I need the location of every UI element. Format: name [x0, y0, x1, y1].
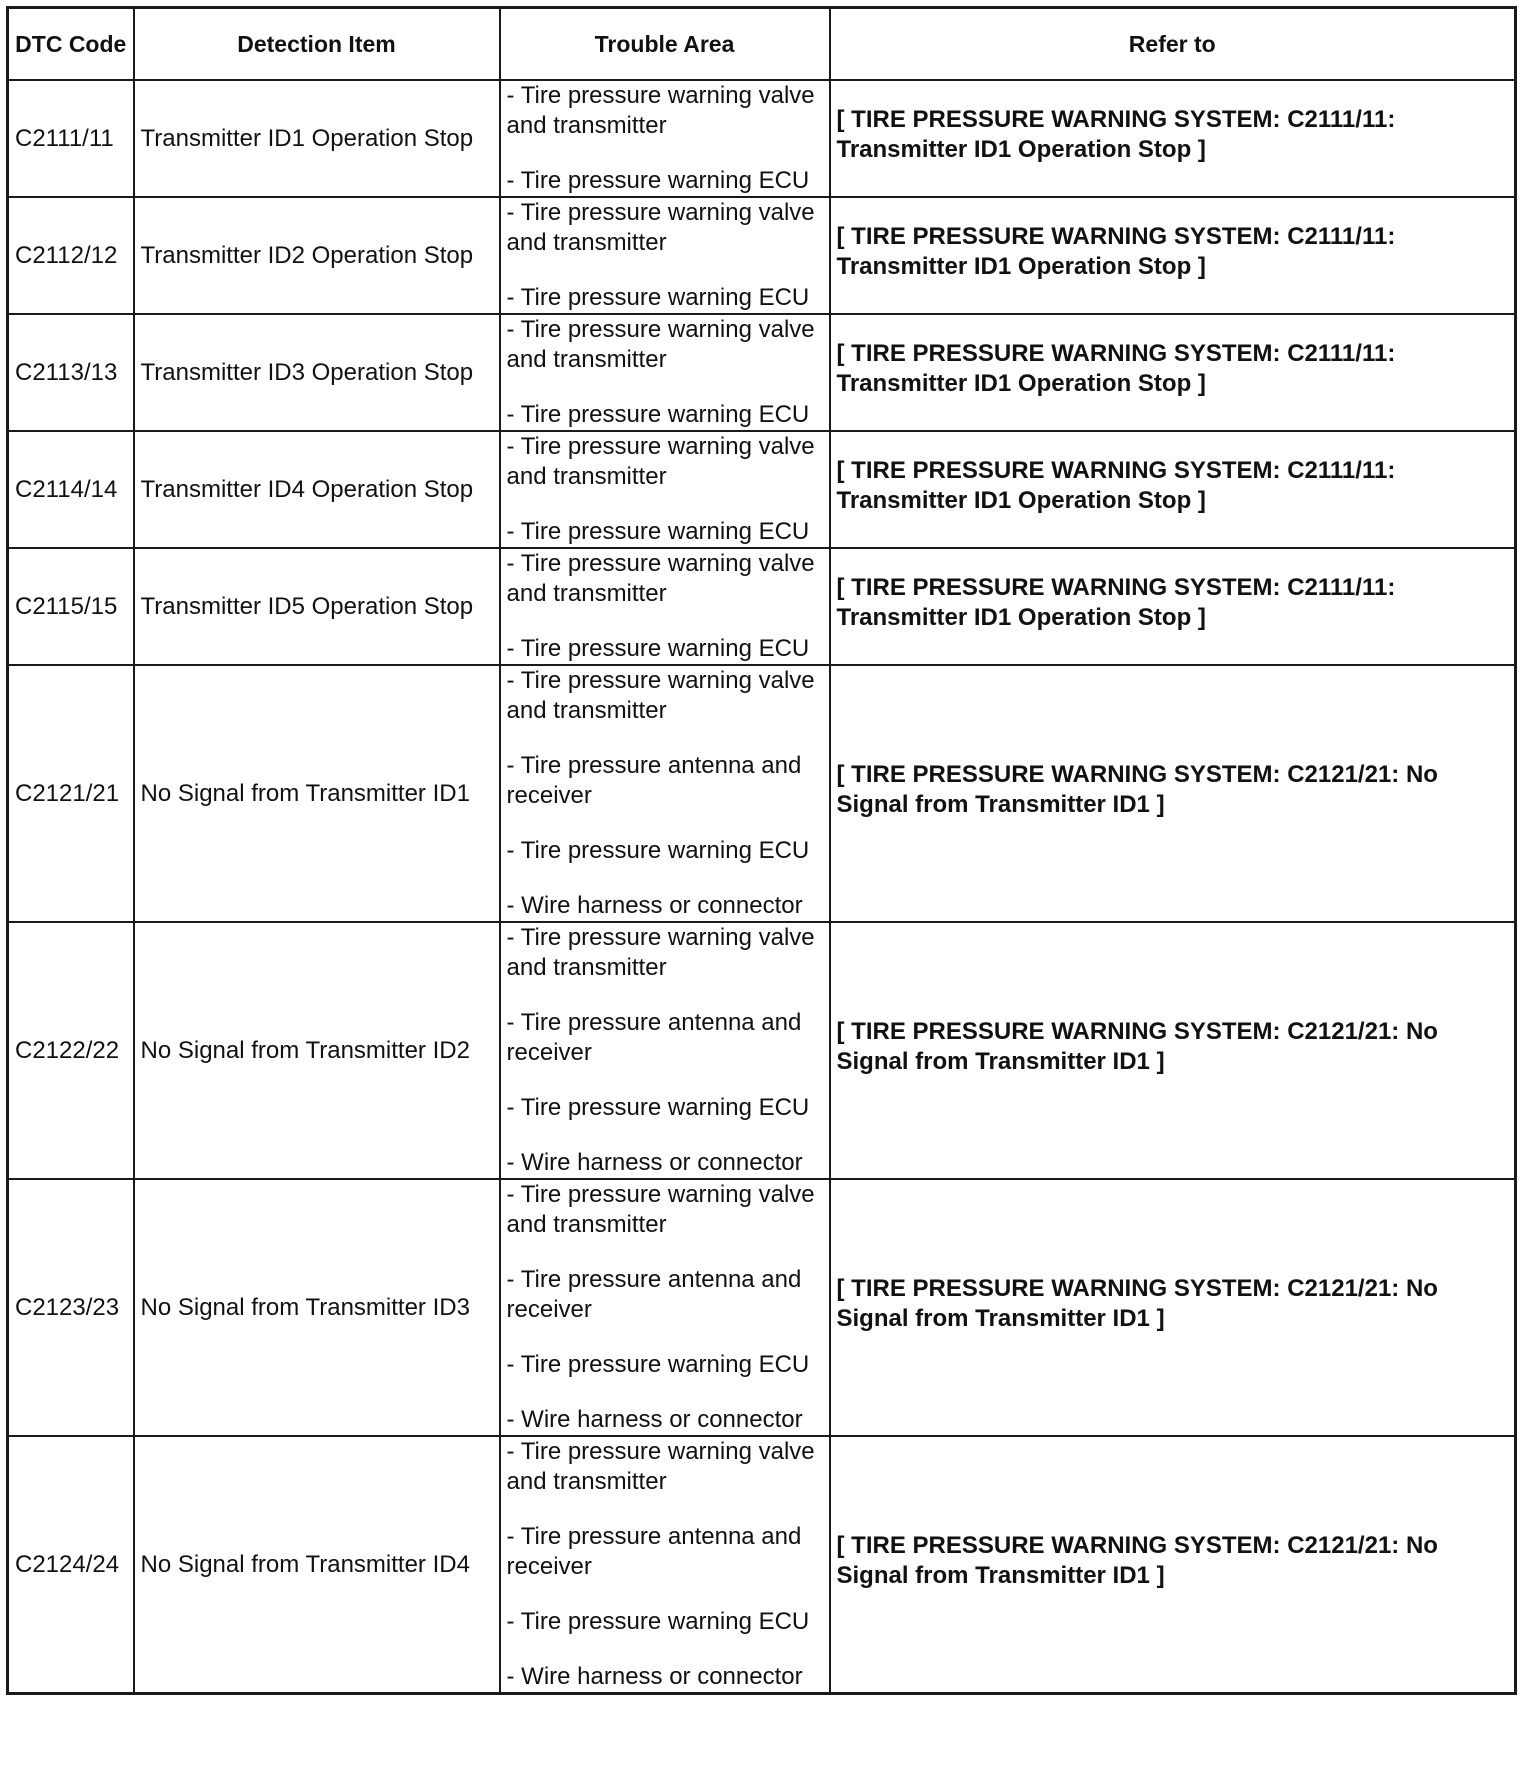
refer-to-cell	[830, 548, 1516, 665]
trouble-area-item: - Tire pressure warning valve and transmitter	[506, 924, 815, 981]
refer-to-cell	[830, 431, 1516, 548]
detection-item-cell: Transmitter ID1 Operation Stop	[134, 80, 500, 197]
table-row	[8, 1179, 1516, 1436]
trouble-area-cell	[500, 1436, 830, 1694]
refer-to-link[interactable]: [ TIRE PRESSURE WARNING SYSTEM: C2111/11: Transmitter ID1 Operation Stop ]	[836, 105, 1396, 163]
refer-to-cell	[830, 80, 1516, 197]
refer-to-link[interactable]: [ TIRE PRESSURE WARNING SYSTEM: C2111/11: Transmitter ID1 Operation Stop ]	[836, 339, 1396, 397]
dtc-table-page	[6, 6, 1514, 1786]
table-row	[8, 80, 1516, 197]
trouble-area-item: - Tire pressure warning valve and transmitter	[506, 550, 815, 607]
trouble-area-item: - Tire pressure warning valve and transmitter	[506, 82, 815, 139]
table-header-row	[8, 8, 1516, 81]
column-header-trouble-area: Trouble Area	[500, 8, 830, 81]
trouble-area-item: - Tire pressure warning ECU	[506, 635, 810, 662]
trouble-area-item: - Wire harness or connector	[506, 1149, 803, 1176]
refer-to-cell	[830, 314, 1516, 431]
detection-item-cell: No Signal from Transmitter ID3	[134, 1179, 500, 1436]
dtc-code-cell: C2114/14	[8, 431, 134, 548]
trouble-area-item: - Wire harness or connector	[506, 1406, 803, 1433]
refer-to-link[interactable]: [ TIRE PRESSURE WARNING SYSTEM: C2111/11: Transmitter ID1 Operation Stop ]	[836, 573, 1396, 631]
table-row	[8, 548, 1516, 665]
column-header-detection-item: Detection Item	[134, 8, 500, 81]
column-header-refer-to: Refer to	[830, 8, 1516, 81]
trouble-area-item: - Tire pressure warning valve and transmitter	[506, 667, 815, 724]
trouble-area-item: - Tire pressure warning ECU	[506, 167, 810, 194]
table-row	[8, 431, 1516, 548]
dtc-code-cell: C2113/13	[8, 314, 134, 431]
trouble-area-cell	[500, 80, 830, 197]
refer-to-cell	[830, 922, 1516, 1179]
trouble-area-item: - Tire pressure warning ECU	[506, 1351, 810, 1378]
trouble-area-item: - Wire harness or connector	[506, 892, 803, 919]
trouble-area-item: - Tire pressure warning ECU	[506, 518, 810, 545]
dtc-code-cell: C2124/24	[8, 1436, 134, 1694]
table-row	[8, 1436, 1516, 1694]
table-row	[8, 922, 1516, 1179]
trouble-area-item: - Tire pressure warning valve and transmitter	[506, 316, 815, 373]
dtc-code-cell: C2115/15	[8, 548, 134, 665]
dtc-table	[6, 6, 1517, 1695]
refer-to-link[interactable]: [ TIRE PRESSURE WARNING SYSTEM: C2121/21: No Signal from Transmitter ID1 ]	[836, 1531, 1438, 1589]
refer-to-link[interactable]: [ TIRE PRESSURE WARNING SYSTEM: C2111/11: Transmitter ID1 Operation Stop ]	[836, 222, 1396, 280]
dtc-code-cell: C2112/12	[8, 197, 134, 314]
detection-item-cell: No Signal from Transmitter ID2	[134, 922, 500, 1179]
detection-item-cell: Transmitter ID5 Operation Stop	[134, 548, 500, 665]
detection-item-cell: Transmitter ID4 Operation Stop	[134, 431, 500, 548]
refer-to-cell	[830, 197, 1516, 314]
detection-item-cell: Transmitter ID2 Operation Stop	[134, 197, 500, 314]
trouble-area-item: - Tire pressure warning ECU	[506, 1094, 810, 1121]
table-row	[8, 314, 1516, 431]
trouble-area-cell	[500, 548, 830, 665]
trouble-area-item: - Tire pressure warning ECU	[506, 1608, 810, 1635]
trouble-area-item: - Tire pressure antenna and receiver	[506, 1009, 802, 1066]
trouble-area-item: - Tire pressure warning valve and transmitter	[506, 1438, 815, 1495]
detection-item-cell: Transmitter ID3 Operation Stop	[134, 314, 500, 431]
refer-to-cell	[830, 1179, 1516, 1436]
refer-to-link[interactable]: [ TIRE PRESSURE WARNING SYSTEM: C2111/11: Transmitter ID1 Operation Stop ]	[836, 456, 1396, 514]
trouble-area-item: - Tire pressure warning valve and transmitter	[506, 433, 815, 490]
trouble-area-item: - Tire pressure antenna and receiver	[506, 1523, 802, 1580]
trouble-area-item: - Tire pressure warning ECU	[506, 401, 810, 428]
dtc-code-cell: C2123/23	[8, 1179, 134, 1436]
refer-to-link[interactable]: [ TIRE PRESSURE WARNING SYSTEM: C2121/21: No Signal from Transmitter ID1 ]	[836, 760, 1438, 818]
trouble-area-item: - Tire pressure antenna and receiver	[506, 1266, 802, 1323]
refer-to-link[interactable]: [ TIRE PRESSURE WARNING SYSTEM: C2121/21: No Signal from Transmitter ID1 ]	[836, 1274, 1438, 1332]
trouble-area-cell	[500, 1179, 830, 1436]
trouble-area-cell	[500, 665, 830, 922]
trouble-area-cell	[500, 314, 830, 431]
dtc-code-cell: C2121/21	[8, 665, 134, 922]
column-header-dtc-code: DTC Code	[8, 8, 134, 81]
trouble-area-item: - Tire pressure warning ECU	[506, 284, 810, 311]
trouble-area-item: - Tire pressure warning valve and transmitter	[506, 199, 815, 256]
trouble-area-item: - Tire pressure warning ECU	[506, 837, 810, 864]
dtc-code-cell: C2111/11	[8, 80, 134, 197]
detection-item-cell: No Signal from Transmitter ID1	[134, 665, 500, 922]
trouble-area-cell	[500, 431, 830, 548]
refer-to-cell	[830, 665, 1516, 922]
trouble-area-item: - Tire pressure warning valve and transmitter	[506, 1181, 815, 1238]
table-row	[8, 197, 1516, 314]
trouble-area-item: - Wire harness or connector	[506, 1663, 803, 1690]
dtc-code-cell: C2122/22	[8, 922, 134, 1179]
trouble-area-cell	[500, 922, 830, 1179]
refer-to-cell	[830, 1436, 1516, 1694]
trouble-area-item: - Tire pressure antenna and receiver	[506, 752, 802, 809]
trouble-area-cell	[500, 197, 830, 314]
detection-item-cell: No Signal from Transmitter ID4	[134, 1436, 500, 1694]
refer-to-link[interactable]: [ TIRE PRESSURE WARNING SYSTEM: C2121/21: No Signal from Transmitter ID1 ]	[836, 1017, 1438, 1075]
table-row	[8, 665, 1516, 922]
